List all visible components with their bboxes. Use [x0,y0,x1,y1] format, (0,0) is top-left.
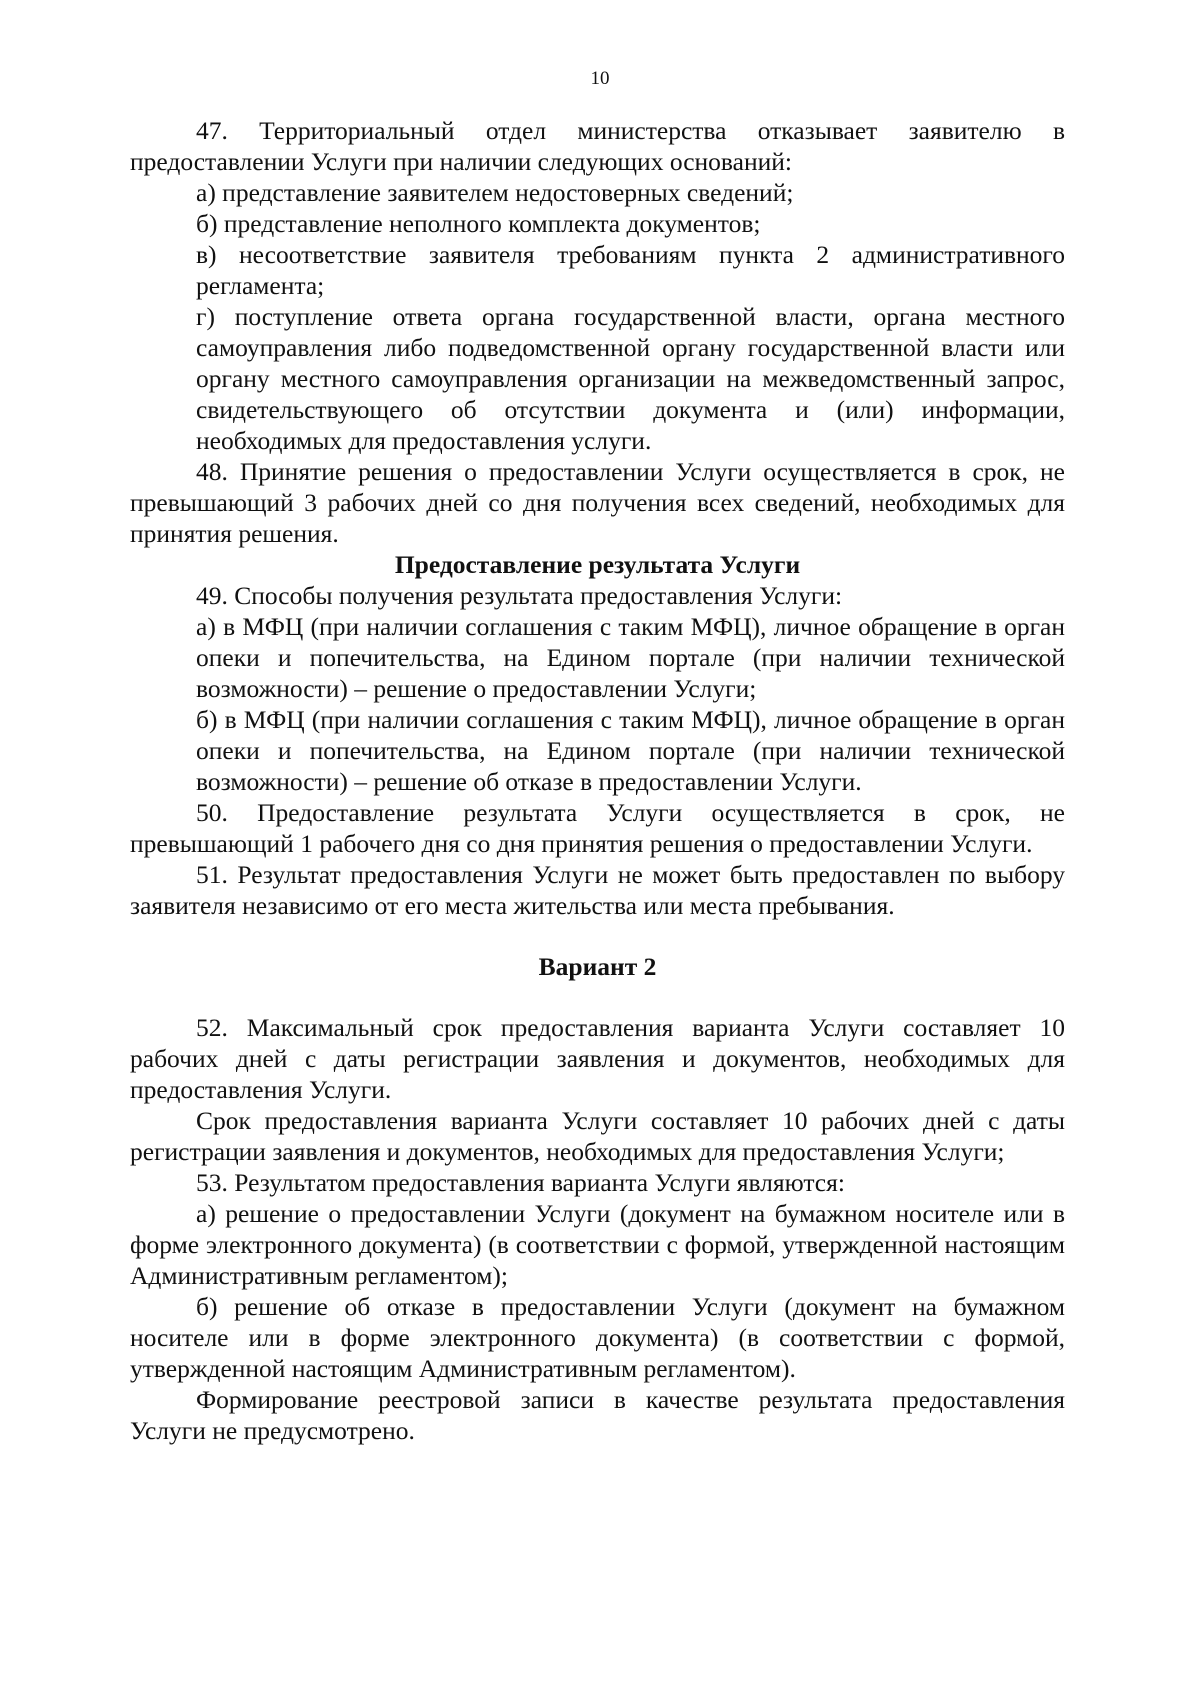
paragraph: 47. Территориальный отдел министерства отказывает заявителю в предоставлении Услуги при наличии следующих оснований: [130,116,1065,176]
list-item: а) представление заявителем недостоверных сведений; [196,178,794,207]
paragraph: Срок предоставления варианта Услуги составляет 10 рабочих дней с даты регистрации заявления и документов, необходимых для предоставления Услуги; [130,1106,1065,1166]
paragraph: 53. Результатом предоставления варианта Услуги являются: [196,1168,845,1197]
paragraph: а) решение о предоставлении Услуги (документ на бумажном носителе или в форме электронного документа) (в соответствии с формой, утвержденной настоящим Административным регламентом); [130,1199,1065,1290]
list-item: г) поступление ответа органа государственной власти, органа местного самоуправления либо подведомственной органу государственной власти или органу местного самоуправления организации на межведомственный запрос, свидетельствующего об отсутствии документа и (или) информации, необходимых для предоставления услуги. [196,302,1065,455]
paragraph: 51. Результат предоставления Услуги не может быть предоставлен по выбору заявителя независимо от его места жительства или места пребывания. [130,860,1065,920]
list-item: а) в МФЦ (при наличии соглашения с таким МФЦ), личное обращение в орган опеки и попечительства, на Едином портале (при наличии технической возможности) – решение о предоставлении Услуги; [196,612,1065,703]
paragraph: 50. Предоставление результата Услуги осуществляется в срок, не превышающий 1 рабочего дня со дня принятия решения о предоставлении Услуги. [130,798,1065,858]
paragraph: б) решение об отказе в предоставлении Услуги (документ на бумажном носителе или в форме электронного документа) (в соответствии с формой, утвержденной настоящим Административным регламентом). [130,1292,1065,1383]
document-body [130,115,1065,1446]
paragraph: 49. Способы получения результата предоставления Услуги: [196,581,843,610]
section-heading: Предоставление результата Услуги [394,550,801,579]
list-item: б) в МФЦ (при наличии соглашения с таким МФЦ), личное обращение в орган опеки и попечительства, на Едином портале (при наличии технической возможности) – решение об отказе в предоставлении Услуги. [196,705,1065,796]
section-heading: Вариант 2 [538,952,657,981]
page-number: 10 [590,68,610,89]
paragraph: Формирование реестровой записи в качестве результата предоставления Услуги не предусмотрено. [130,1385,1065,1445]
paragraph: 48. Принятие решения о предоставлении Услуги осуществляется в срок, не превышающий 3 рабочих дней со дня получения всех сведений, необходимых для принятия решения. [130,457,1065,548]
paragraph: 52. Максимальный срок предоставления варианта Услуги составляет 10 рабочих дней с даты регистрации заявления и документов, необходимых для предоставления Услуги. [130,1013,1065,1104]
list-item: в) несоответствие заявителя требованиям пункта 2 административного регламента; [196,240,1065,300]
list-item: б) представление неполного комплекта документов; [196,209,761,238]
